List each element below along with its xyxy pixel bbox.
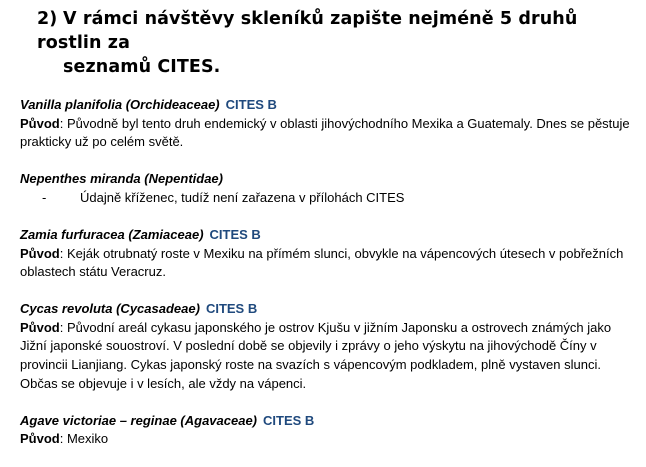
plant-name: Vanilla planifolia (Orchideaceae) [20,97,220,112]
plant-title [20,96,636,115]
cites-badge: CITES B [209,226,261,242]
plant-name: Zamia furfuracea (Zamiaceae) [20,226,204,242]
bullet-item [20,189,636,208]
bullet-text: Údajně kříženec, tudíž není zařazena v přílohách CITES [80,189,405,205]
plant-entry-agave [20,412,636,449]
cites-badge: CITES B [225,97,277,112]
origin-label: Původ [20,245,60,261]
plant-entry-zamia [20,226,636,282]
task-heading [37,7,637,79]
origin-text: : Keják otrubnatý roste v Mexiku na přímém slunci, obvykle na vápencových útesech v pobřežních oblastech státu Veracruz. [20,245,624,280]
origin-text: : Původně byl tento druh endemický v oblasti jihovýchodního Mexika a Guatemaly. Dnes se pěstuje prakticky už po celém světě. [20,115,630,150]
task-heading-line-2: seznamů CITES. [63,57,221,77]
origin-label: Původ [20,115,60,131]
task-number: 2) [37,9,58,29]
plant-name: Agave victoriae – reginae (Agavaceae) [20,412,258,428]
bullet-dash: - [42,189,47,205]
plant-title [20,300,636,319]
plant-title [20,170,636,189]
origin-label: Původ [20,319,60,335]
task-heading-line-1: V rámci návštěvy skleníků zapište nejméně 5 druhů rostlin za [37,9,578,53]
origin-label: Původ [20,431,60,447]
plant-entry-cycas [20,300,636,393]
plant-origin [20,115,636,152]
origin-text: : Původní areál cykasu japonského je ostrov Kjušu v jižním Japonsku a ostrovech známých jako Jižní japonské souostroví. V poslední době se objevily i zprávy o jeho výskytu na jihovýchodě Číny v provincii Lianjiang. Cykas japonský roste na svazích s vápencovým podkladem, plně vystaven slunci. Občas se objevuje i v lesích, ale vždy na vápenci. [20,319,612,391]
cites-badge: CITES B [205,301,258,317]
plant-name: Nepenthes miranda (Nepentidae) [20,171,223,187]
plant-origin [20,319,636,393]
cites-badge: CITES B [263,412,315,428]
plant-title [20,412,636,431]
plant-name: Cycas revoluta (Cycasadeae) [20,301,200,317]
plant-entry-nepenthes [20,170,636,207]
plant-title [20,226,636,245]
plant-entry-vanilla [20,96,636,152]
plant-list [20,96,636,467]
origin-text: : Mexiko [59,431,109,447]
plant-origin [20,430,636,449]
plant-origin [20,245,636,282]
